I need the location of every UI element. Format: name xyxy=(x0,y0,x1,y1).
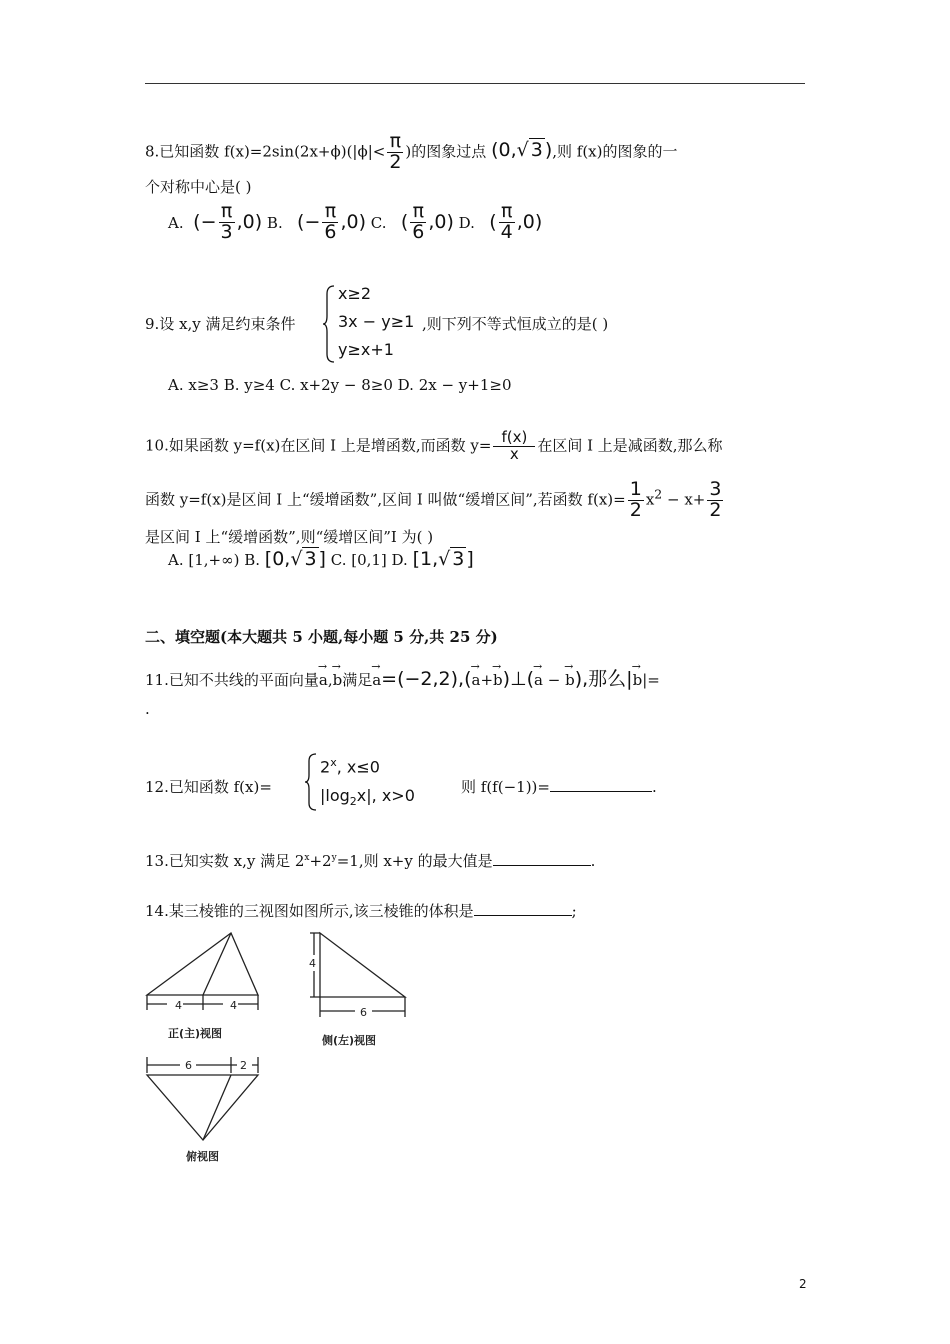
q10-option-d-value: [1,√ 3 ] xyxy=(412,548,474,570)
q8-option-b: B. (− $\frac{\pi}{6}$ ,0) xyxy=(266,200,367,243)
q9-brace xyxy=(322,284,336,364)
header-rule xyxy=(145,83,805,84)
question-9-suffix: ,则下列不等式恒成立的是( ) xyxy=(422,315,609,333)
q10-option-b-value: [0,√ 3 ] xyxy=(264,548,326,570)
question-10-line2: 函数 y=f(x)是区间 I 上“缓增函数”,区间 I 叫做“缓增区间”,若函数 f(x)= $\frac{1}{2}$ $x^2 - x+$ $\frac{3}{2}$ xyxy=(145,478,722,521)
top-view-label: 俯视图 xyxy=(186,1150,219,1163)
half-fraction: $\frac{1}{2}$ xyxy=(629,478,642,521)
question-9-prefix: 9.设 x,y 满足约束条件 xyxy=(145,315,296,333)
three-halves-fraction: $\frac{3}{2}$ xyxy=(709,478,722,521)
section-2-heading: 二、填空题(本大题共 5 小题,每小题 5 分,共 25 分) xyxy=(145,628,498,646)
vector-a: → a xyxy=(319,671,328,689)
q9-condition-2: 3x − y≥1 xyxy=(338,312,415,331)
front-view-label: 正(主)视图 xyxy=(168,1027,223,1040)
question-13: 13.已知实数 x,y 满足 $2^x+2^y=1$,则 x+y 的最大值是 . xyxy=(145,852,596,870)
question-10-line1: 10.如果函数 y=f(x)在区间 I 上是增函数,而函数 y= $\frac{f(x)}{x}$ 在区间 I 上是减函数,那么称 xyxy=(145,428,723,463)
fx-over-x-fraction: $\frac{f(x)}{x}$ xyxy=(493,430,535,463)
question-9-options: A. x≥3 B. y≥4 C. x+2y − 8≥0 D. 2x − y+1≥0 xyxy=(168,376,512,394)
top-dim-left: 6 xyxy=(185,1059,192,1072)
q13-answer-blank[interactable] xyxy=(493,865,591,866)
q8-option-d: D. ( $\frac{\pi}{4}$ ,0) xyxy=(458,200,543,243)
side-dim-height: 4 xyxy=(309,957,316,970)
front-view xyxy=(147,933,258,1010)
top-dim-right: 2 xyxy=(240,1059,247,1072)
point-coordinates: (0,√ 3 ) xyxy=(491,139,553,162)
q12-case-2: $|\log_2x|$, x>0 xyxy=(320,786,415,809)
side-view-label: 侧(左)视图 xyxy=(322,1034,377,1047)
front-dim-right: 4 xyxy=(230,999,237,1012)
question-10-line3: 是区间 I 上“缓增函数”,则“缓增区间”I 为( ) xyxy=(145,528,434,546)
q9-condition-3: y≥x+1 xyxy=(338,340,394,359)
pi-over-2-fraction: $\frac{\pi}{2}$ xyxy=(389,130,402,173)
question-10-options: A. [1,+∞) B. [0,√ 3 ] C. [0,1] D. [1,√ 3 ] xyxy=(168,548,474,570)
question-12-prefix: 12.已知函数 f(x)= xyxy=(145,778,272,796)
page-number: 2 xyxy=(799,1277,807,1291)
front-dim-left: 4 xyxy=(175,999,182,1012)
q8-option-c: C. ( $\frac{\pi}{6}$ ,0) xyxy=(370,200,454,243)
side-dim-width: 6 xyxy=(360,1006,367,1019)
q9-condition-1: x≥2 xyxy=(338,284,372,303)
q8-option-a: A. (− $\frac{\pi}{3}$ ,0) xyxy=(168,200,263,243)
question-8-options xyxy=(168,202,542,243)
vector-b: → b xyxy=(333,671,343,689)
question-8-line2: 个对称中心是( ) xyxy=(145,178,252,196)
q12-brace xyxy=(304,752,318,812)
q12-case-1: 2$^x$, x≤0 xyxy=(320,756,380,777)
question-12-suffix: 则 f(f(−1))= . xyxy=(461,778,657,796)
side-view xyxy=(310,933,405,1017)
q14-answer-blank[interactable] xyxy=(474,915,572,916)
question-11: 11.已知不共线的平面向量→ a,→ b满足→ a=(−2,2),(→ a+→ b)⊥(→ a − → b),那么|→ b|= xyxy=(145,664,660,691)
question-14: 14.某三棱锥的三视图如图所示,该三棱锥的体积是 ; xyxy=(145,902,577,920)
q12-answer-blank[interactable] xyxy=(550,791,652,792)
question-11-end: . xyxy=(145,700,150,718)
question-8-line1: 8.已知函数 f(x)=2sin(2x+ϕ)(|ϕ|< $\frac{\pi}{2}$ )的图象过点 (0,√ 3 ),则 f(x)的图象的一 xyxy=(145,130,678,173)
